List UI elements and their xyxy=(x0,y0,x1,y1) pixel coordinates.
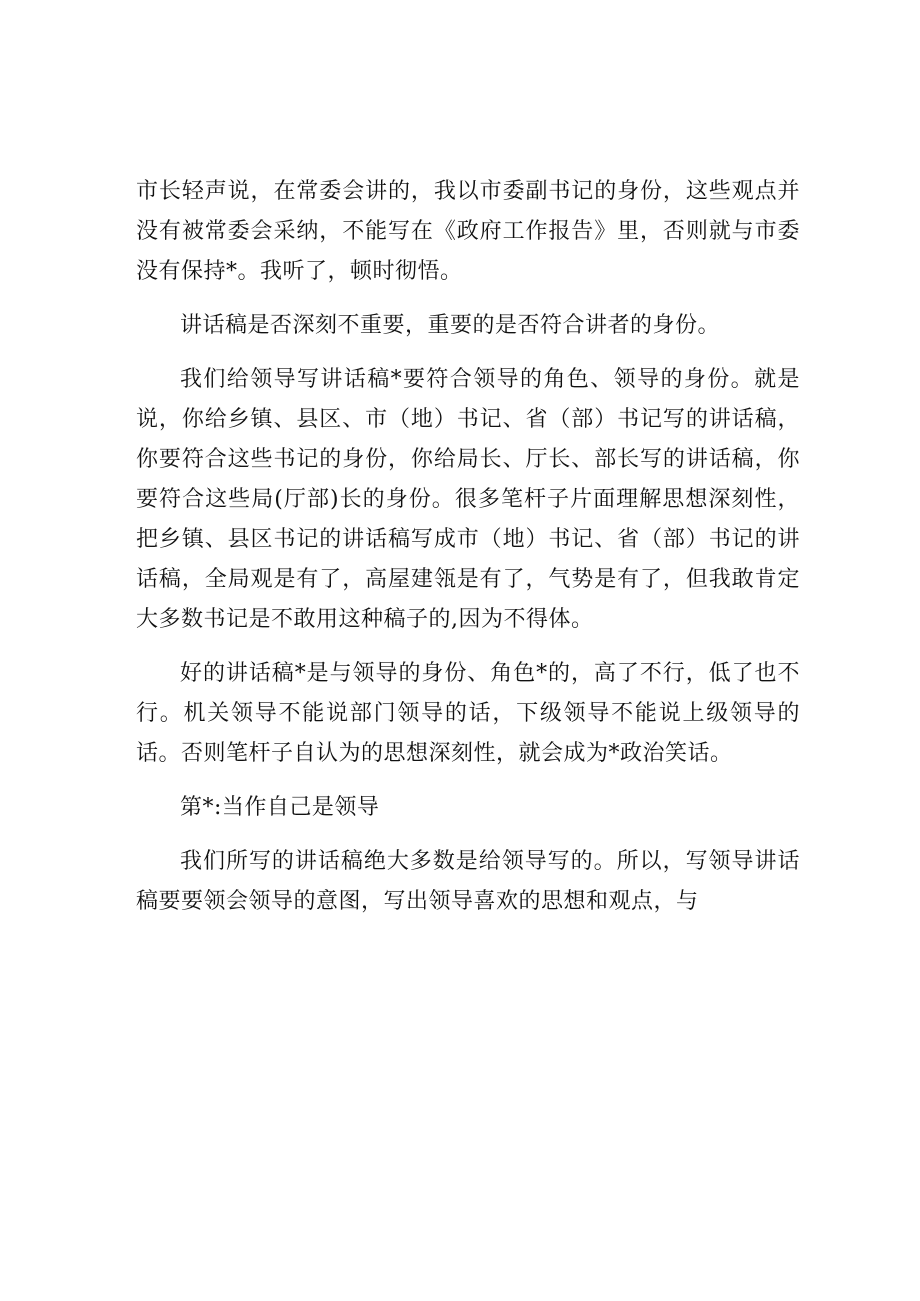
paragraph-3: 我们给领导写讲话稿*要符合领导的角色、领导的身份。就是说，你给乡镇、县区、市（地）书记、省（部）书记写的讲话稿，你要符合这些书记的身份，你给局长、厅长、部长写的讲话稿，你要符合这些局(厅部)长的身份。很多笔杆子片面理解思想深刻性，把乡镇、县区书记的讲话稿写成市（地）书记、省（部）书记的讲话稿，全局观是有了，高屋建瓴是有了，气势是有了，但我敢肯定大多数书记是不敢用这种稿子的,因为不得体。 xyxy=(136,367,800,632)
document-body xyxy=(136,172,800,936)
paragraph-4: 好的讲话稿*是与领导的身份、角色*的，高了不行，低了也不行。机关领导不能说部门领导的话，下级领导不能说上级领导的话。否则笔杆子自认为的思想深刻性，就会成为*政治笑话。 xyxy=(136,661,800,766)
paragraph-2: 讲话稿是否深刻不重要，重要的是否符合讲者的身份。 xyxy=(180,313,721,338)
paragraph-1: 市长轻声说，在常委会讲的，我以市委副书记的身份，这些观点并没有被常委会采纳，不能写在《政府工作报告》里，否则就与市委没有保持*。我听了，顿时彻悟。 xyxy=(136,179,800,284)
section-heading: 第*:当作自己是领导 xyxy=(180,795,380,820)
paragraph-5: 我们所写的讲话稿绝大多数是给领导写的。所以，写领导讲话稿要要领会领导的意图，写出领导喜欢的思想和观点，与 xyxy=(136,849,800,914)
